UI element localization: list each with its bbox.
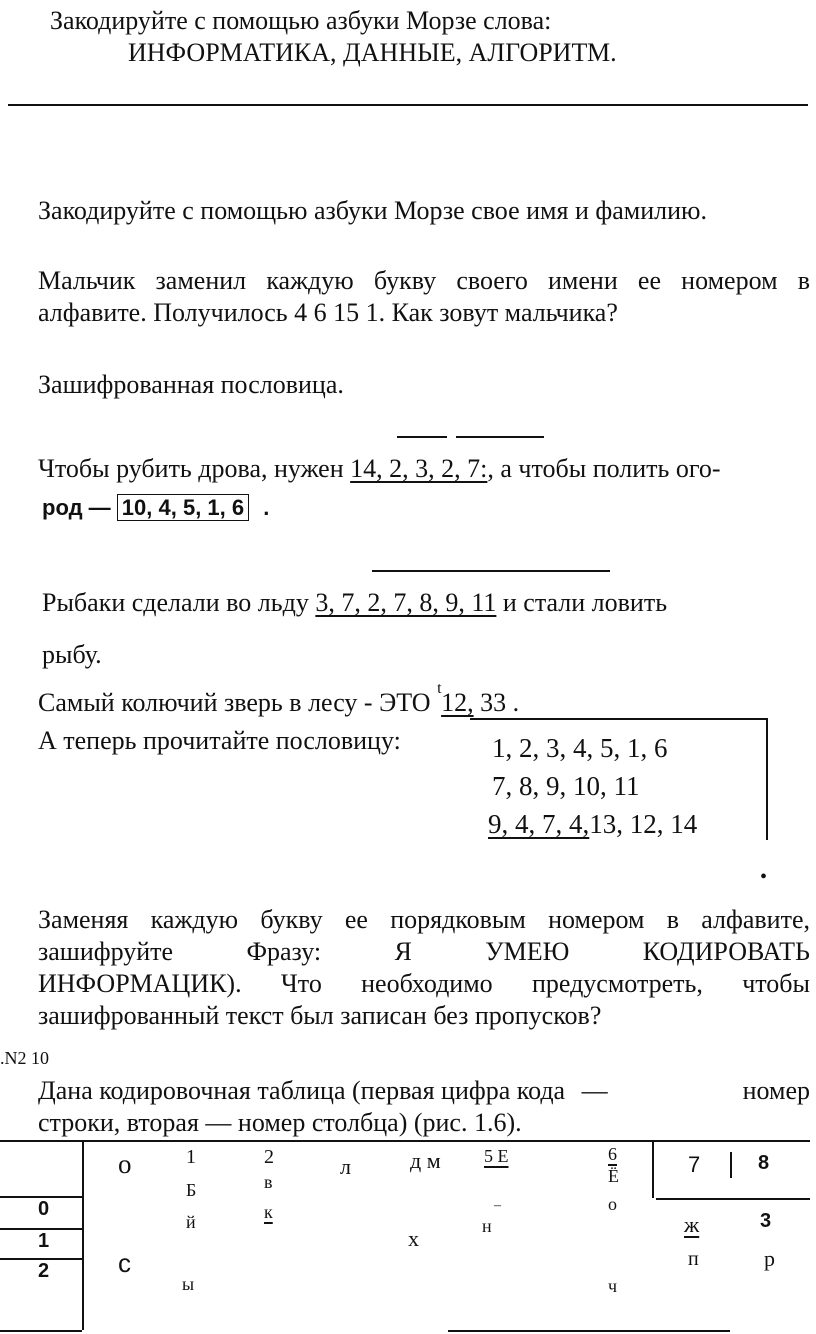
table-col-divider-2 [652, 1140, 654, 1198]
task4-line1-code: 14, 2, 3, 2, 7: [350, 454, 488, 483]
task4-line1-post: , а чтобы полить ого- [487, 454, 721, 483]
task4-line2-post: . [263, 495, 270, 520]
cell-yo: Ё [608, 1166, 619, 1186]
header-5e: 5 Е [484, 1146, 509, 1166]
task1-line2: ИНФОРМАТИКА, ДАННЫЕ, АЛГОРИТМ. [128, 38, 617, 67]
task5-line2: зашифруйте Фразу: Я УМЕЮ КОДИРОВАТЬ [38, 937, 810, 966]
row-label-2: 2 [38, 1260, 50, 1282]
cell-3: 3 [760, 1210, 772, 1232]
header-o: о [118, 1149, 132, 1179]
task4-line5 [38, 680, 520, 718]
task4-line5-mark: t [437, 680, 442, 697]
cell-y: ы [182, 1274, 195, 1294]
cell-n: н [482, 1216, 492, 1236]
task4-line2 [42, 494, 269, 522]
task4-title: Зашифрованная пословица. [38, 370, 344, 399]
task4-line1-pre: Чтобы рубить дрова, нужен [38, 454, 344, 483]
grid-row-2: 7, 8, 9, 10, 11 [492, 771, 640, 801]
row-line-right [656, 1198, 810, 1200]
cell-r: р [764, 1246, 775, 1271]
grid-right-border [766, 718, 768, 840]
task4-line6: А теперь прочитайте пословицу: [38, 726, 401, 755]
cell-ch: ч [608, 1276, 618, 1296]
task6-line1-pre: Дана кодировочная таблица (первая цифра кода [38, 1076, 566, 1105]
task4-line5-post: 33 . [480, 688, 520, 717]
answer-line [8, 104, 808, 106]
task4-line4: рыбу. [42, 640, 102, 669]
cell-v: в [264, 1172, 273, 1192]
grid-row-1: 1, 2, 3, 4, 5, 1, 6 [492, 733, 668, 763]
header-2: 2 [264, 1146, 274, 1168]
cell-dash: – [494, 1198, 501, 1213]
task4-line3-code: 3, 7, 2, 7, 8, 9, 11 [315, 588, 497, 617]
bottom-line-left [0, 1330, 82, 1332]
task4-line5-pre: Самый колючий зверь в лесу - ЭТО [38, 688, 431, 717]
task4-line2-code: 10, 4, 5, 1, 6 [117, 494, 249, 521]
task2-text: Закодируйте с помощью азбуки Морзе свое имя и фамилию. [38, 196, 707, 225]
cell-zh: ж [684, 1212, 700, 1237]
overline-2 [456, 436, 544, 438]
task3-paragraph [38, 265, 810, 329]
cell-k: к [264, 1202, 273, 1222]
table-top-line [0, 1140, 810, 1142]
header-separator [730, 1152, 732, 1178]
cell-b: Б [186, 1180, 197, 1200]
task4-line3-pre: Рыбаки сделали во льду [42, 588, 309, 617]
bottom-line-right [448, 1330, 730, 1332]
task6-line1 [38, 1076, 810, 1106]
grid-row-3 [488, 808, 697, 840]
task4-line3-post: и стали ловить [502, 588, 668, 617]
grid-top-border [470, 718, 766, 720]
overline-1 [397, 436, 447, 438]
task5-line3: ИНФОРМАЦИК). Что необходимо предусмотреть, чтобы [38, 969, 810, 998]
row-label-1: 1 [38, 1230, 50, 1252]
header-dm: д м [410, 1148, 441, 1173]
header-1: 1 [186, 1146, 196, 1168]
bullet-dot: • [760, 866, 768, 888]
header-l: л [340, 1154, 351, 1179]
task4-line1 [38, 454, 721, 484]
cell-o: о [608, 1194, 617, 1214]
task3-line1: Мальчик заменил каждую букву своего имени ее номером в [38, 266, 810, 295]
header-7: 7 [688, 1152, 701, 1177]
overline-3 [372, 570, 610, 572]
cell-h: х [408, 1226, 419, 1251]
task4-line3 [42, 588, 667, 618]
grid-row-3-underlined: 9, 4, 7, 4, [488, 809, 590, 839]
task4-line2-pre: род — [42, 495, 111, 520]
cell-s: с [118, 1248, 131, 1278]
task6-line2: строки, вторая — номер столбца) (рис. 1.6). [38, 1108, 522, 1137]
task6-number: .N2 10 [0, 1048, 49, 1068]
header-8: 8 [758, 1152, 770, 1174]
grid-row-3-rest: 13, 12, 14 [589, 809, 698, 839]
task5-paragraph [38, 904, 810, 1032]
task3-line2: алфавите. Получилось 4 6 15 1. Как зовут мальчика? [38, 298, 618, 327]
task1-line1: Закодируйте с помощью азбуки Морзе слова: [50, 6, 552, 35]
task4-line5-code: 12, [441, 688, 474, 717]
task6-line1-post: номер [742, 1076, 810, 1105]
table-col-divider [82, 1140, 84, 1330]
cell-p: п [688, 1248, 699, 1270]
task5-line4: зашифрованный текст был записан без пропусков? [38, 1001, 602, 1030]
task5-line1: Заменяя каждую букву ее порядковым номером в алфавите, [38, 905, 810, 934]
cell-j: й [186, 1212, 196, 1232]
task6-line1-dash: — [581, 1076, 608, 1105]
row-label-0: 0 [38, 1198, 50, 1220]
header-6: 6 [608, 1144, 617, 1164]
